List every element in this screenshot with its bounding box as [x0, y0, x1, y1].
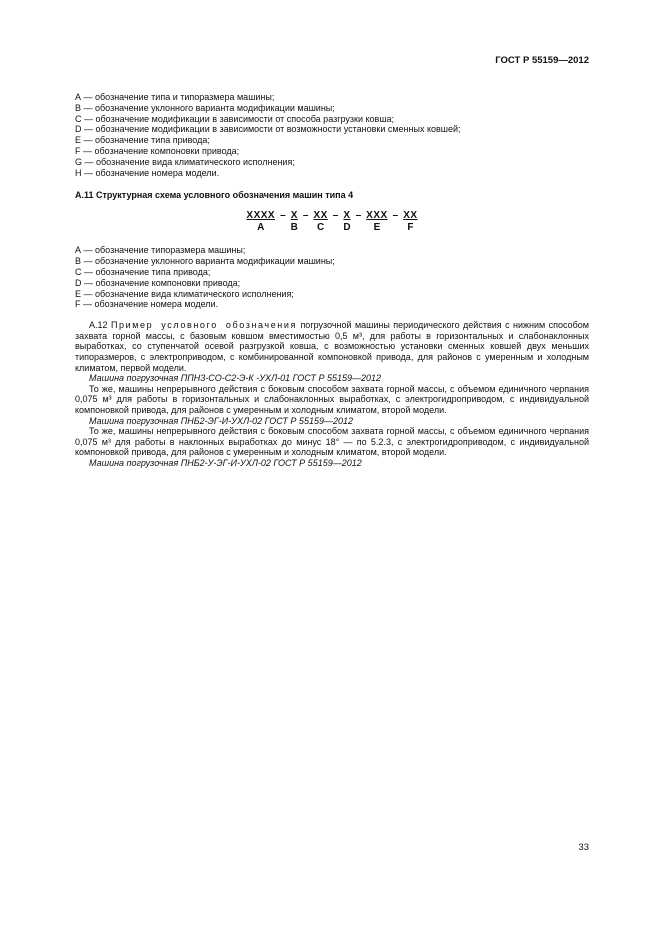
- legend-item: Е — обозначение вида климатического исполнения;: [75, 288, 294, 299]
- type4-legend-list: [75, 245, 589, 310]
- formula-label: Е: [373, 222, 381, 234]
- designation-formula: [75, 210, 589, 233]
- formula-group: [246, 210, 275, 233]
- legend-item: В — обозначение уклонного варианта модификации машины;: [75, 102, 335, 113]
- formula-separator: –: [302, 210, 309, 222]
- legend-item: С — обозначение типа привода;: [75, 266, 211, 277]
- example2-designation: Машина погрузочная ПНБ2-ЭГ-И-УХЛ-02 ГОСТ Р 55159—2012: [89, 415, 353, 426]
- example1-designation: Машина погрузочная ППН3-СО-С2-Э-К -УХЛ-01 ГОСТ Р 55159—2012: [89, 373, 382, 384]
- legend-item: D — обозначение модификации в зависимости от возможности установки сменных ковшей;: [75, 124, 461, 135]
- formula-separator: –: [355, 210, 362, 222]
- section-a11-title: А.11 Структурная схема условного обозначения машин типа 4: [75, 190, 354, 201]
- formula-label: С: [317, 222, 325, 234]
- formula-code: Х: [290, 210, 298, 222]
- legend-item: Н — обозначение номера модели.: [75, 167, 220, 178]
- legend-item: Е — обозначение типа привода;: [75, 135, 210, 146]
- legend-item: G — обозначение вида климатического исполнения;: [75, 156, 295, 167]
- doc-number-header: ГОСТ Р 55159—2012: [495, 55, 589, 66]
- legend-item: А — обозначение типа и типоразмера машины;: [75, 92, 275, 102]
- formula-code: Х: [343, 210, 351, 222]
- section-a12-intro-paragraph: [75, 320, 589, 373]
- formula-group: [313, 210, 327, 233]
- legend-item: В — обозначение уклонного варианта модификации машины;: [75, 256, 335, 267]
- legend-item: А — обозначение типоразмера машины;: [75, 245, 246, 256]
- page-content: [75, 55, 589, 468]
- legend-item: F — обозначение компоновки привода;: [75, 145, 240, 156]
- formula-separator: –: [280, 210, 286, 222]
- page-number: 33: [578, 842, 589, 853]
- formula-group: [291, 210, 298, 233]
- formula-code: ХХ: [403, 210, 418, 222]
- formula-separator: –: [332, 210, 339, 222]
- example3-paragraph: То же, машины непрерывного действия с боковым способом захвата горной массы, с объемом единичного черпания 0,075 м³ для работы в наклонных выработках до минус 18° — по 5.2.3, с электрогидроприводом, с индивидуальной компоновкой привода, для районов с умеренным и холодным климатом, второй модели.: [75, 426, 589, 458]
- formula-group: [403, 210, 417, 233]
- example2-paragraph: То же, машины непрерывного действия с боковым способом захвата горной массы, с объемом единичного черпания 0,075 м³ для работы в горизонтальных и слабонаклонных выработках, с электрогидроприводом, с индивидуальной компоновкой привода, для районов с умеренным и холодным климатом, второй модели.: [75, 383, 589, 415]
- formula-group: [366, 210, 388, 233]
- formula-code: ХХ: [313, 210, 328, 222]
- formula-label: А: [257, 222, 265, 234]
- formula-code: ХХХХ: [246, 210, 276, 222]
- legend-item: F — обозначение номера модели.: [75, 299, 219, 310]
- section-a12-number: А.12: [89, 320, 108, 331]
- formula-separator: –: [392, 210, 399, 222]
- formula-group: [343, 210, 350, 233]
- legend-item: D — обозначение компоновки привода;: [75, 277, 241, 288]
- formula-label: D: [343, 222, 351, 234]
- legend-item: С — обозначение модификации в зависимости от способа разгрузки ковша;: [75, 113, 395, 124]
- formula-label: В: [290, 222, 298, 234]
- section-a12-intro-text: погрузочной машины периодического действия с нижним способом захвата горной массы, с базовым ковшом вместимостью 0,5 м³, для работы в горизонтальных и слабонаклонных выработках, со ступенчатой осевой разгрузкой ковша, с возможностью установки сменных ковшей двух меньших типоразмеров, с электроприводом, с комбинированной компоновкой привода, для районов с умеренным и холодным климатом, первой модели.: [75, 320, 589, 373]
- section-a12-spaced-heading: Пример условного обозначения: [110, 320, 297, 331]
- type3-legend-list: [75, 92, 589, 178]
- formula-code: ХХХ: [366, 210, 388, 222]
- example3-designation: Машина погрузочная ПНБ2-У-ЭГ-И-УХЛ-02 ГОСТ Р 55159—2012: [89, 457, 362, 468]
- formula-label: F: [407, 222, 414, 234]
